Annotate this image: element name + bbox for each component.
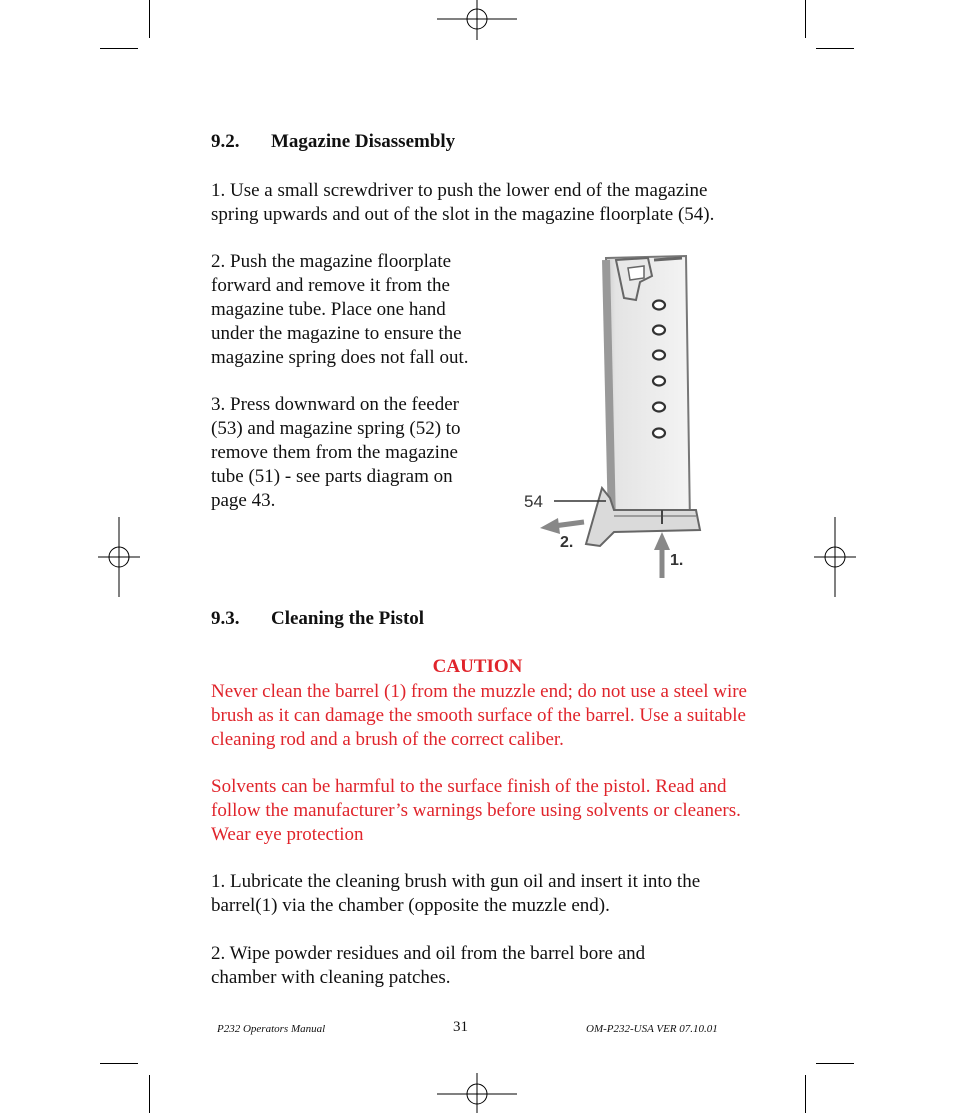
step-3-text: 3. Press downward on the feeder (53) and magazine spring (52) to remove them from the magazine tube (51) - see parts diagram on page 43. [211,394,461,511]
caution-text-1: Never clean the barrel (1) from the muzzle end; do not use a steel wire brush as it can damage the smooth surface of the barrel. Use a suitable cleaning rod and a brush of the correct caliber. [211,681,747,750]
arrow-1-label: 1. [670,552,684,569]
caution-text-2: Solvents can be harmful to the surface finish of the pistol. Read and follow the manufacturer’s warnings before using solvents or cleaners. Wear eye protection [211,776,741,845]
magazine-figure [510,248,720,588]
caution-title: CAUTION [432,656,523,677]
footer-version: OM-P232-USA VER 07.10.01 [586,1023,718,1035]
section-heading-9-3 [211,608,424,630]
magazine-tube [606,256,690,524]
section-number: 9.2. [211,131,240,152]
footer-manual-title: P232 Operators Manual [217,1023,326,1035]
cleaning-step-1-text: 1. Lubricate the cleaning brush with gun oil and insert it into the barrel(1) via the chamber (opposite the muzzle end). [211,871,701,916]
section-title: Magazine Disassembly [271,131,456,152]
page-number: 31 [453,1019,468,1035]
cleaning-step-2-text: 2. Wipe powder residues and oil from the barrel bore and chamber with cleaning patches. [211,943,646,988]
step-2-text: 2. Push the magazine floorplate forward and remove it from the magazine tube. Place one hand under the magazine to ensure the magazine spring does not fall out. [211,251,469,368]
step-1-text: 1. Use a small screwdriver to push the lower end of the magazine spring upwards and out of the slot in the magazine floorplate (54). [211,180,715,225]
section-heading-9-2 [211,131,455,153]
section-title: Cleaning the Pistol [271,608,425,629]
callout-54-label: 54 [524,492,543,511]
arrow-2-label: 2. [560,534,574,551]
section-number: 9.3. [211,608,240,629]
